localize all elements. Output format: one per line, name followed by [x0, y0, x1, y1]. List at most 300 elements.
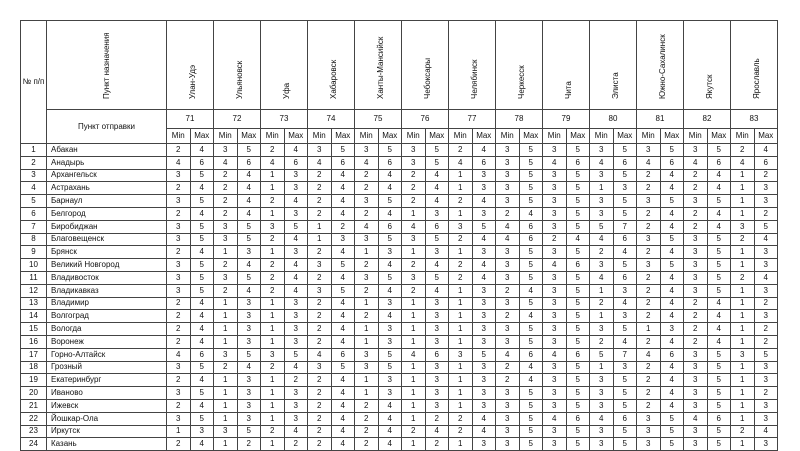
max-days-cell: 5 — [566, 246, 590, 259]
min-days-cell: 3 — [496, 425, 520, 438]
max-days-cell: 4 — [331, 412, 355, 425]
max-days-cell: 5 — [660, 412, 684, 425]
max-days-cell: 5 — [613, 323, 637, 336]
min-days-cell: 2 — [261, 271, 285, 284]
min-days-cell: 3 — [590, 144, 614, 157]
min-days-cell: 1 — [731, 323, 755, 336]
min-days-cell: 3 — [496, 246, 520, 259]
max-days-cell: 5 — [707, 374, 731, 387]
min-days-cell: 2 — [308, 374, 332, 387]
min-days-cell: 1 — [214, 438, 238, 451]
min-days-cell: 1 — [731, 335, 755, 348]
max-days-cell: 3 — [754, 399, 778, 412]
column-header-min: Min — [496, 129, 520, 144]
min-days-cell: 3 — [496, 297, 520, 310]
min-days-cell: 3 — [402, 144, 426, 157]
column-header-min: Min — [261, 129, 285, 144]
min-days-cell: 3 — [543, 310, 567, 323]
origin-city: Великий Новгород — [47, 259, 167, 272]
min-days-cell: 2 — [449, 271, 473, 284]
min-days-cell: 2 — [637, 361, 661, 374]
destination-name: Улан-Удэ — [188, 64, 197, 99]
max-days-cell: 6 — [519, 233, 543, 246]
min-days-cell: 1 — [731, 361, 755, 374]
max-days-cell: 4 — [660, 207, 684, 220]
min-days-cell: 3 — [543, 246, 567, 259]
max-days-cell: 4 — [331, 207, 355, 220]
min-days-cell: 1 — [355, 387, 379, 400]
min-days-cell: 2 — [449, 425, 473, 438]
min-days-cell: 1 — [449, 284, 473, 297]
max-days-cell: 6 — [190, 348, 214, 361]
max-days-cell: 2 — [754, 297, 778, 310]
min-days-cell: 2 — [449, 259, 473, 272]
min-days-cell: 2 — [214, 182, 238, 195]
min-days-cell: 3 — [637, 412, 661, 425]
max-days-cell: 3 — [754, 259, 778, 272]
destination-header-cell — [261, 21, 308, 110]
max-days-cell: 5 — [190, 387, 214, 400]
min-days-cell: 2 — [637, 169, 661, 182]
max-days-cell: 5 — [190, 195, 214, 208]
max-days-cell: 3 — [472, 361, 496, 374]
min-days-cell: 3 — [684, 233, 708, 246]
destination-header-cell — [637, 21, 684, 110]
min-days-cell: 1 — [449, 297, 473, 310]
max-days-cell: 5 — [519, 425, 543, 438]
max-days-cell: 4 — [331, 323, 355, 336]
row-number: 24 — [21, 438, 47, 451]
min-days-cell: 3 — [637, 144, 661, 157]
min-days-cell: 2 — [355, 310, 379, 323]
max-days-cell: 5 — [519, 195, 543, 208]
min-days-cell: 3 — [684, 284, 708, 297]
max-days-cell: 6 — [566, 412, 590, 425]
min-days-cell: 3 — [684, 195, 708, 208]
max-days-cell: 5 — [519, 271, 543, 284]
max-days-cell: 4 — [613, 297, 637, 310]
min-days-cell: 3 — [590, 169, 614, 182]
min-days-cell: 1 — [449, 169, 473, 182]
column-header-max: Max — [425, 129, 449, 144]
max-days-cell: 4 — [331, 195, 355, 208]
table-row — [21, 399, 778, 412]
min-days-cell: 3 — [496, 182, 520, 195]
max-days-cell: 4 — [425, 195, 449, 208]
max-days-cell: 5 — [707, 233, 731, 246]
max-days-cell: 4 — [519, 361, 543, 374]
max-days-cell: 4 — [378, 310, 402, 323]
row-number: 1 — [21, 144, 47, 157]
max-days-cell: 3 — [425, 310, 449, 323]
max-days-cell: 3 — [613, 182, 637, 195]
min-days-cell: 2 — [684, 335, 708, 348]
min-days-cell: 3 — [543, 374, 567, 387]
min-days-cell: 3 — [167, 220, 191, 233]
table-row — [21, 412, 778, 425]
max-days-cell: 3 — [237, 399, 261, 412]
origin-city: Владикавказ — [47, 284, 167, 297]
max-days-cell: 3 — [378, 323, 402, 336]
max-days-cell: 5 — [707, 284, 731, 297]
min-days-cell: 4 — [308, 156, 332, 169]
min-days-cell: 3 — [543, 335, 567, 348]
max-days-cell: 5 — [660, 259, 684, 272]
min-days-cell: 2 — [449, 144, 473, 157]
origin-city: Барнаул — [47, 195, 167, 208]
min-days-cell: 1 — [590, 361, 614, 374]
min-days-cell: 2 — [261, 425, 285, 438]
destination-name: Ярославль — [752, 58, 761, 99]
max-days-cell: 4 — [284, 144, 308, 157]
column-header-max: Max — [613, 129, 637, 144]
max-days-cell: 3 — [472, 284, 496, 297]
min-days-cell: 2 — [167, 323, 191, 336]
min-days-cell: 3 — [214, 144, 238, 157]
min-days-cell: 2 — [261, 144, 285, 157]
max-days-cell: 5 — [566, 271, 590, 284]
destination-header-cell — [214, 21, 261, 110]
min-days-cell: 4 — [543, 156, 567, 169]
max-days-cell: 4 — [190, 297, 214, 310]
max-days-cell: 2 — [331, 220, 355, 233]
max-days-cell: 4 — [284, 233, 308, 246]
row-number: 7 — [21, 220, 47, 233]
min-days-cell: 3 — [496, 259, 520, 272]
min-days-cell: 3 — [496, 271, 520, 284]
min-days-cell: 4 — [167, 348, 191, 361]
max-days-cell: 4 — [237, 259, 261, 272]
destination-code: 77 — [449, 110, 496, 129]
max-days-cell: 5 — [707, 195, 731, 208]
min-days-cell: 3 — [684, 144, 708, 157]
max-days-cell: 4 — [378, 284, 402, 297]
table-body — [21, 21, 778, 451]
min-days-cell: 2 — [637, 271, 661, 284]
row-number: 20 — [21, 387, 47, 400]
max-days-cell: 5 — [519, 335, 543, 348]
max-days-cell: 3 — [754, 374, 778, 387]
min-days-cell: 3 — [543, 182, 567, 195]
min-days-cell: 2 — [731, 144, 755, 157]
max-days-cell: 4 — [660, 387, 684, 400]
min-days-cell: 3 — [167, 361, 191, 374]
column-header-min: Min — [449, 129, 473, 144]
min-days-cell: 2 — [308, 246, 332, 259]
min-days-cell: 1 — [261, 374, 285, 387]
max-days-cell: 6 — [707, 156, 731, 169]
min-days-cell: 3 — [543, 169, 567, 182]
min-days-cell: 1 — [261, 182, 285, 195]
max-days-cell: 4 — [378, 169, 402, 182]
destination-header-cell — [308, 21, 355, 110]
min-days-cell: 2 — [590, 335, 614, 348]
min-days-cell: 1 — [402, 207, 426, 220]
min-days-cell: 2 — [496, 207, 520, 220]
min-days-cell: 1 — [214, 387, 238, 400]
max-days-cell: 3 — [425, 207, 449, 220]
origin-city: Владивосток — [47, 271, 167, 284]
min-days-cell: 2 — [449, 412, 473, 425]
column-header-min: Min — [308, 129, 332, 144]
max-days-cell: 4 — [660, 271, 684, 284]
min-days-cell: 2 — [355, 399, 379, 412]
table-row — [21, 195, 778, 208]
min-days-cell: 3 — [261, 348, 285, 361]
min-days-cell: 1 — [261, 387, 285, 400]
column-header-min: Min — [637, 129, 661, 144]
min-days-cell: 1 — [449, 361, 473, 374]
max-days-cell: 3 — [613, 361, 637, 374]
max-days-cell: 4 — [378, 412, 402, 425]
max-days-cell: 5 — [613, 425, 637, 438]
min-days-cell: 3 — [355, 195, 379, 208]
column-header-destination — [47, 21, 167, 110]
max-days-cell: 5 — [190, 271, 214, 284]
min-days-cell: 4 — [684, 156, 708, 169]
table-row — [21, 297, 778, 310]
min-days-cell: 3 — [355, 348, 379, 361]
destination-code: 79 — [543, 110, 590, 129]
max-days-cell: 4 — [237, 195, 261, 208]
min-days-cell: 3 — [543, 361, 567, 374]
origin-city: Екатеринбург — [47, 374, 167, 387]
destination-code: 73 — [261, 110, 308, 129]
table-row — [21, 233, 778, 246]
max-days-cell: 5 — [707, 271, 731, 284]
origin-city: Иваново — [47, 387, 167, 400]
column-header-max: Max — [754, 129, 778, 144]
min-days-cell: 3 — [543, 425, 567, 438]
max-days-cell: 5 — [284, 348, 308, 361]
min-days-cell: 4 — [637, 156, 661, 169]
min-days-cell: 3 — [543, 284, 567, 297]
max-days-cell: 3 — [237, 310, 261, 323]
min-days-cell: 3 — [637, 425, 661, 438]
min-days-cell: 3 — [731, 220, 755, 233]
row-number: 21 — [21, 399, 47, 412]
max-days-cell: 4 — [660, 361, 684, 374]
min-days-cell: 3 — [684, 374, 708, 387]
max-days-cell: 4 — [425, 182, 449, 195]
min-days-cell: 3 — [355, 233, 379, 246]
max-days-cell: 3 — [237, 246, 261, 259]
max-days-cell: 5 — [566, 361, 590, 374]
min-days-cell: 2 — [637, 399, 661, 412]
min-days-cell: 1 — [214, 412, 238, 425]
max-days-cell: 5 — [237, 233, 261, 246]
row-number: 12 — [21, 284, 47, 297]
max-days-cell: 3 — [237, 387, 261, 400]
column-header-max: Max — [378, 129, 402, 144]
max-days-cell: 6 — [425, 348, 449, 361]
max-days-cell: 4 — [754, 233, 778, 246]
max-days-cell: 4 — [472, 233, 496, 246]
max-days-cell: 4 — [190, 438, 214, 451]
min-days-cell: 2 — [637, 387, 661, 400]
max-days-cell: 4 — [707, 323, 731, 336]
min-days-cell: 4 — [214, 156, 238, 169]
min-days-cell: 1 — [261, 399, 285, 412]
row-number: 14 — [21, 310, 47, 323]
min-days-cell: 3 — [731, 348, 755, 361]
min-days-cell: 2 — [637, 284, 661, 297]
max-days-cell: 4 — [660, 310, 684, 323]
destination-name: Элиста — [611, 72, 620, 99]
min-days-cell: 1 — [402, 310, 426, 323]
max-days-cell: 3 — [331, 233, 355, 246]
min-days-cell: 4 — [449, 156, 473, 169]
max-days-cell: 5 — [237, 220, 261, 233]
row-number: 6 — [21, 207, 47, 220]
min-days-cell: 2 — [684, 182, 708, 195]
destination-name: Ханты-Мансийск — [376, 36, 385, 99]
max-days-cell: 6 — [613, 271, 637, 284]
min-days-cell: 1 — [402, 323, 426, 336]
min-days-cell: 1 — [449, 323, 473, 336]
min-days-cell: 1 — [214, 374, 238, 387]
min-days-cell: 2 — [637, 374, 661, 387]
min-days-cell: 3 — [449, 220, 473, 233]
max-days-cell: 3 — [284, 387, 308, 400]
max-days-cell: 4 — [425, 259, 449, 272]
max-days-cell: 5 — [190, 220, 214, 233]
column-header-max: Max — [331, 129, 355, 144]
max-days-cell: 4 — [378, 425, 402, 438]
min-days-cell: 1 — [449, 387, 473, 400]
min-days-cell: 2 — [308, 169, 332, 182]
max-days-cell: 3 — [472, 310, 496, 323]
origin-city: Волгоград — [47, 310, 167, 323]
min-days-cell: 1 — [214, 323, 238, 336]
max-days-cell: 5 — [566, 374, 590, 387]
min-days-cell: 2 — [731, 425, 755, 438]
max-days-cell: 3 — [284, 246, 308, 259]
min-days-cell: 3 — [684, 399, 708, 412]
destination-name: Чебоксары — [423, 58, 432, 99]
max-days-cell: 6 — [566, 259, 590, 272]
min-days-cell: 2 — [684, 323, 708, 336]
max-days-cell: 5 — [566, 387, 590, 400]
max-days-cell: 3 — [472, 399, 496, 412]
max-days-cell: 4 — [190, 335, 214, 348]
min-days-cell: 1 — [731, 374, 755, 387]
max-days-cell: 6 — [613, 156, 637, 169]
max-days-cell: 3 — [284, 182, 308, 195]
min-days-cell: 1 — [167, 425, 191, 438]
max-days-cell: 5 — [519, 259, 543, 272]
min-days-cell: 1 — [355, 374, 379, 387]
max-days-cell: 4 — [237, 182, 261, 195]
max-days-cell: 3 — [237, 412, 261, 425]
max-days-cell: 4 — [425, 169, 449, 182]
destination-header-cell — [167, 21, 214, 110]
header-row-codes — [21, 110, 778, 129]
min-days-cell: 3 — [402, 233, 426, 246]
min-days-cell: 1 — [214, 310, 238, 323]
min-days-cell: 1 — [731, 207, 755, 220]
max-days-cell: 5 — [331, 259, 355, 272]
min-days-cell: 3 — [402, 156, 426, 169]
min-days-cell: 3 — [684, 348, 708, 361]
min-days-cell: 1 — [402, 361, 426, 374]
row-number: 19 — [21, 374, 47, 387]
min-days-cell: 1 — [355, 335, 379, 348]
min-days-cell: 4 — [402, 220, 426, 233]
min-days-cell: 2 — [214, 195, 238, 208]
min-days-cell: 2 — [214, 361, 238, 374]
max-days-cell: 5 — [707, 246, 731, 259]
max-days-cell: 3 — [754, 195, 778, 208]
max-days-cell: 5 — [472, 220, 496, 233]
max-days-cell: 3 — [754, 310, 778, 323]
destination-header-cell — [731, 21, 778, 110]
min-days-cell: 2 — [355, 412, 379, 425]
min-days-cell: 2 — [402, 284, 426, 297]
table-row — [21, 361, 778, 374]
destination-name: Черкесск — [517, 65, 526, 99]
max-days-cell: 5 — [519, 387, 543, 400]
min-days-cell: 2 — [637, 246, 661, 259]
max-days-cell: 5 — [707, 387, 731, 400]
min-days-cell: 2 — [496, 374, 520, 387]
max-days-cell: 4 — [613, 246, 637, 259]
row-number: 4 — [21, 182, 47, 195]
max-days-cell: 4 — [237, 284, 261, 297]
min-days-cell: 1 — [731, 387, 755, 400]
min-days-cell: 1 — [261, 246, 285, 259]
min-days-cell: 4 — [637, 348, 661, 361]
max-days-cell: 5 — [237, 271, 261, 284]
destination-header-cell — [590, 21, 637, 110]
origin-city: Воронеж — [47, 335, 167, 348]
column-header-min: Min — [731, 129, 755, 144]
max-days-cell: 5 — [566, 195, 590, 208]
destination-name: Якутск — [705, 74, 714, 99]
destination-name: Ульяновск — [235, 60, 244, 99]
min-days-cell: 2 — [637, 335, 661, 348]
max-days-cell: 4 — [378, 399, 402, 412]
max-days-cell: 4 — [519, 374, 543, 387]
min-days-cell: 4 — [684, 412, 708, 425]
column-header-origin: Пункт отправки — [47, 110, 167, 144]
destination-code: 74 — [308, 110, 355, 129]
min-days-cell: 4 — [308, 348, 332, 361]
min-days-cell: 4 — [543, 348, 567, 361]
destination-header-cell — [402, 21, 449, 110]
min-days-cell: 4 — [355, 156, 379, 169]
min-days-cell: 1 — [261, 207, 285, 220]
min-days-cell: 1 — [261, 335, 285, 348]
row-number: 18 — [21, 361, 47, 374]
max-days-cell: 4 — [190, 207, 214, 220]
tariff-table-container — [20, 20, 778, 451]
min-days-cell: 1 — [449, 182, 473, 195]
min-days-cell: 3 — [496, 156, 520, 169]
max-days-cell: 5 — [519, 412, 543, 425]
max-days-cell: 3 — [754, 438, 778, 451]
min-days-cell: 3 — [590, 195, 614, 208]
min-days-cell: 4 — [167, 156, 191, 169]
table-row — [21, 207, 778, 220]
max-days-cell: 5 — [190, 361, 214, 374]
min-days-cell: 2 — [214, 259, 238, 272]
min-days-cell: 2 — [496, 310, 520, 323]
min-days-cell: 1 — [402, 438, 426, 451]
min-days-cell: 3 — [543, 297, 567, 310]
min-days-cell: 1 — [637, 323, 661, 336]
max-days-cell: 3 — [754, 361, 778, 374]
